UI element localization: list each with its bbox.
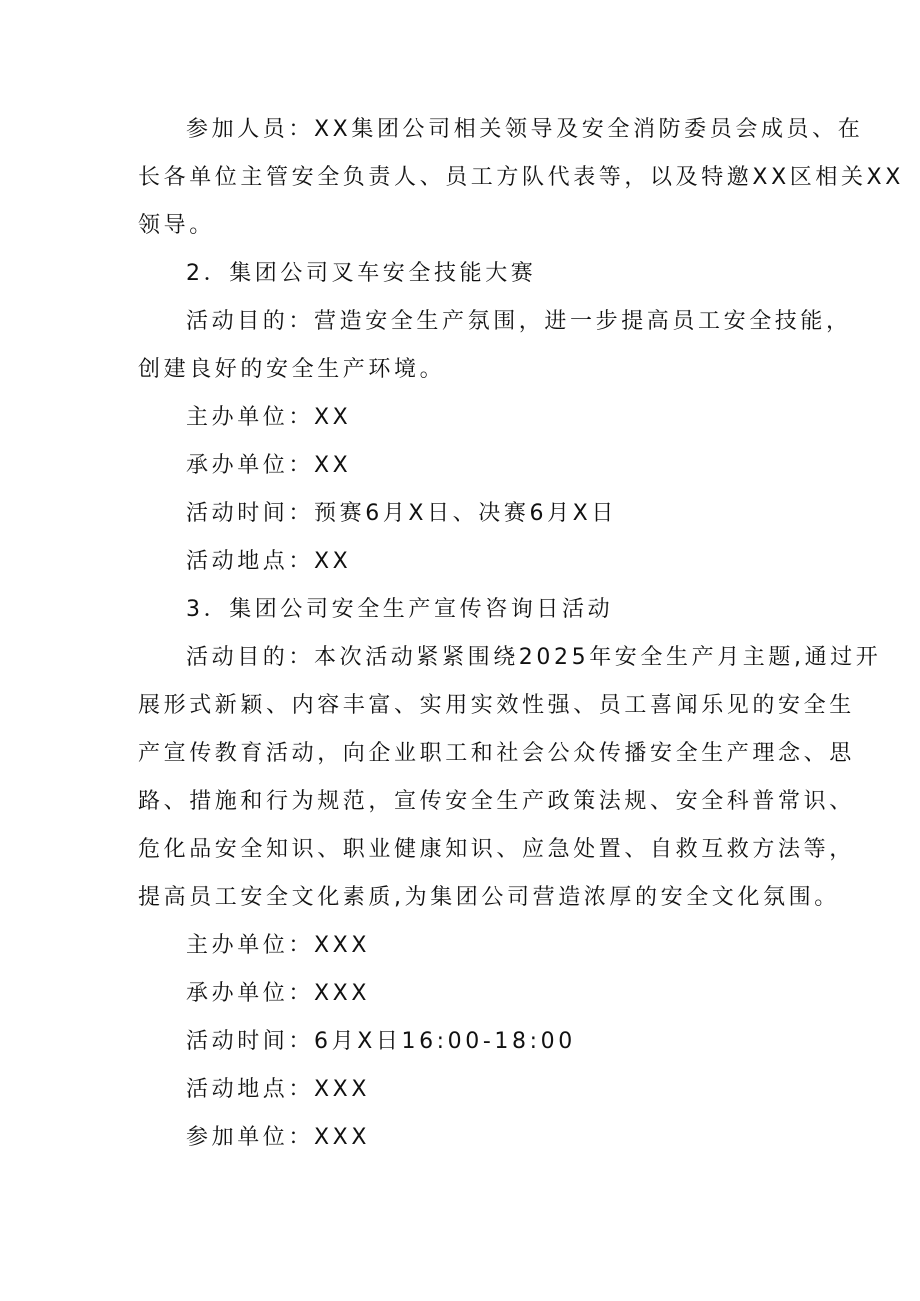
participants-line-2: 长各单位主管安全负责人、员工方队代表等，以及特邀XX区相关XX: [138, 165, 904, 190]
time-3: 活动时间：6月X日16:00-18:00: [186, 1029, 576, 1054]
organizer-3: 主办单位：XXX: [186, 933, 371, 958]
participants-line-1: 参加人员：XX集团公司相关领导及安全消防委员会成员、在: [186, 117, 864, 142]
location-2: 活动地点：XX: [186, 549, 352, 574]
location-3: 活动地点：XXX: [186, 1077, 371, 1102]
co-organizer-2: 承办单位：XX: [186, 453, 352, 478]
participating-units-3: 参加单位：XXX: [186, 1125, 371, 1150]
time-2: 活动时间：预赛6月X日、决赛6月X日: [186, 501, 617, 526]
section-heading-3: 3．集团公司安全生产宣传咨询日活动: [186, 597, 614, 622]
participants-line-3: 领导。: [138, 213, 215, 238]
purpose-2-line-1: 活动目的：营造安全生产氛围，进一步提高员工安全技能，: [186, 309, 852, 334]
purpose-3-line-6: 提高员工安全文化素质,为集团公司营造浓厚的安全文化氛围。: [138, 885, 840, 910]
purpose-3-line-4: 路、措施和行为规范，宣传安全生产政策法规、安全科普常识、: [138, 789, 855, 814]
co-organizer-3: 承办单位：XXX: [186, 981, 371, 1006]
purpose-3-line-5: 危化品安全知识、职业健康知识、应急处置、自救互救方法等，: [138, 837, 855, 862]
purpose-2-line-2: 创建良好的安全生产环境。: [138, 357, 446, 382]
organizer-2: 主办单位：XX: [186, 405, 352, 430]
purpose-3-line-3: 产宣传教育活动，向企业职工和社会公众传播安全生产理念、思: [138, 741, 855, 766]
purpose-3-line-1: 活动目的：本次活动紧紧围绕2025年安全生产月主题,通过开: [186, 645, 882, 670]
purpose-3-line-2: 展形式新颖、内容丰富、实用实效性强、员工喜闻乐见的安全生: [138, 693, 855, 718]
section-heading-2: 2．集团公司叉车安全技能大赛: [186, 261, 537, 286]
